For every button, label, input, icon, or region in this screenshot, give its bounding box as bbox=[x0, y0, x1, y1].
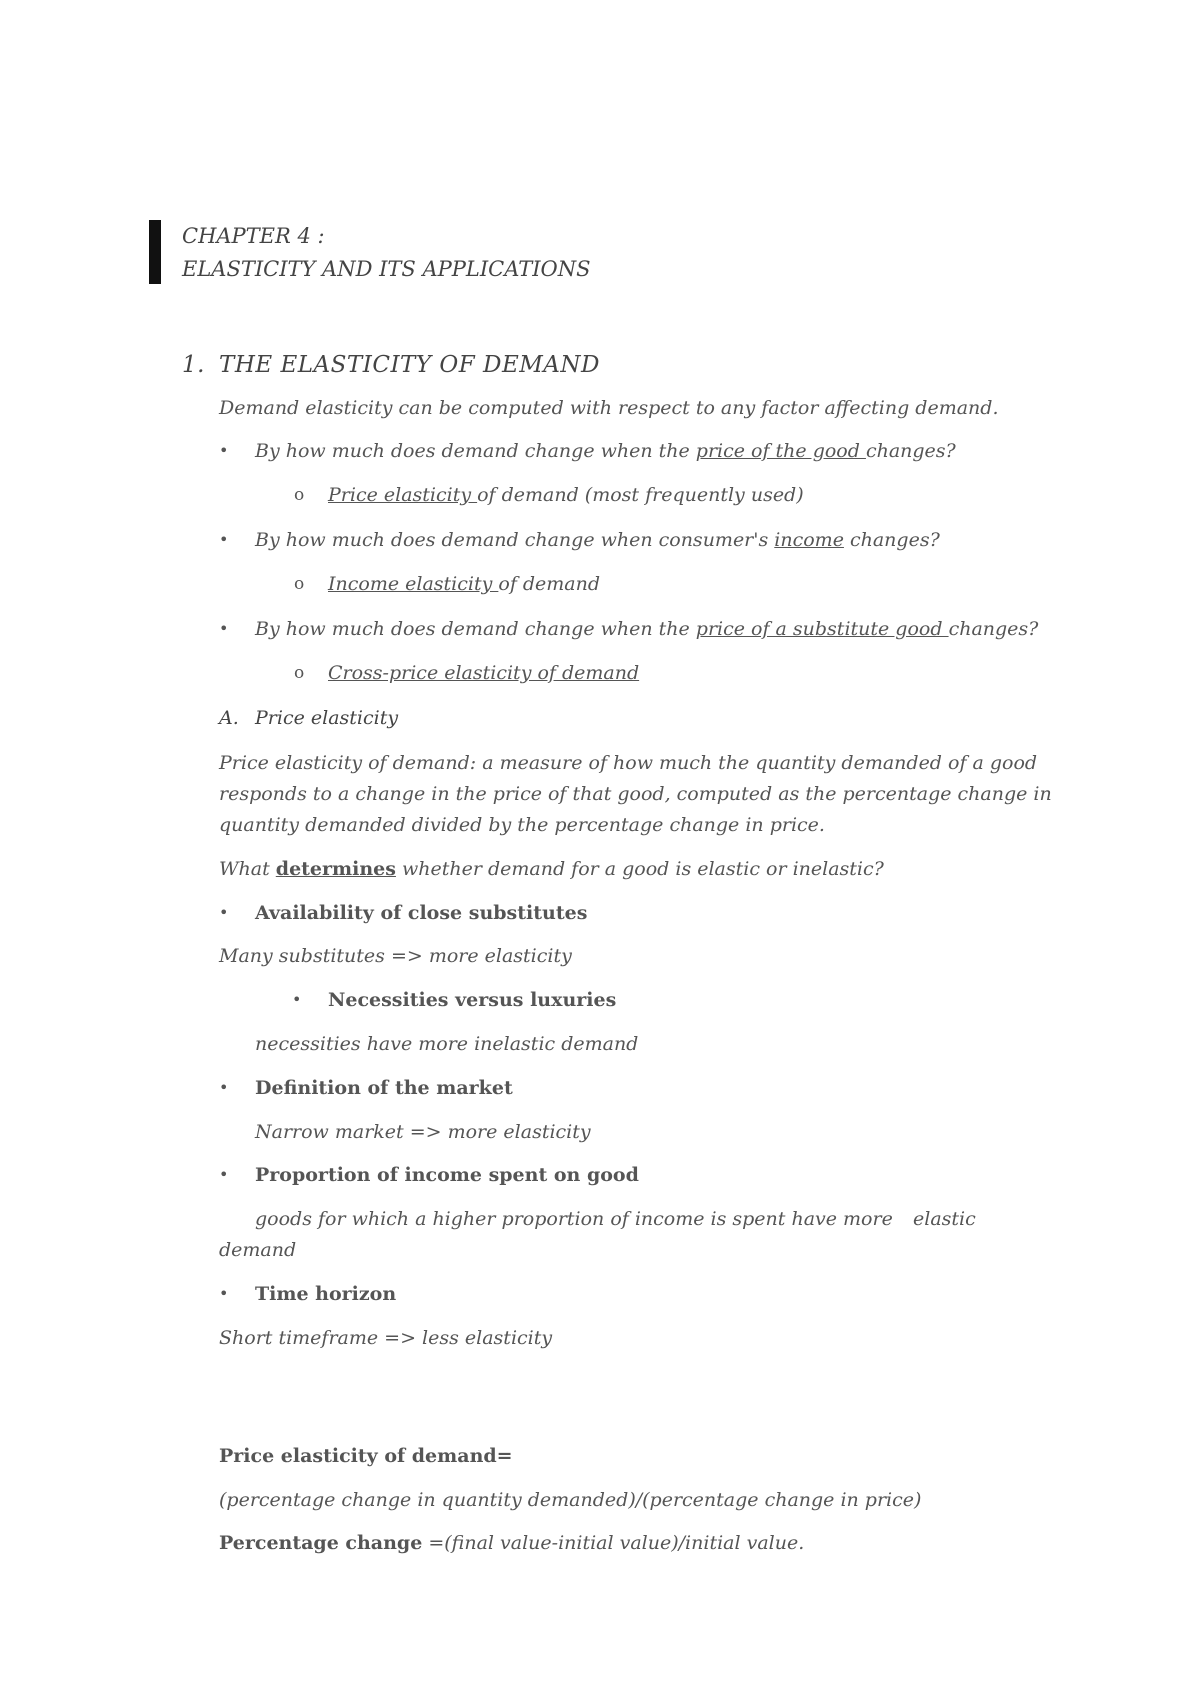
percentage-change-formula bbox=[219, 1530, 804, 1556]
bullet-icon: • bbox=[219, 441, 229, 460]
question-text: changes? bbox=[865, 440, 956, 462]
answer-keyword: Cross-price elasticity of demand bbox=[328, 662, 640, 684]
sub-bullet-icon: o bbox=[294, 574, 305, 594]
determinant-title: Time horizon bbox=[255, 1283, 397, 1305]
subsection-letter: A. bbox=[219, 707, 239, 729]
sub-bullet-icon: o bbox=[294, 485, 305, 505]
subsection-title: Price elasticity bbox=[255, 707, 399, 729]
answer-keyword: Income elasticity bbox=[328, 573, 499, 595]
bullet-icon: • bbox=[292, 990, 302, 1009]
bullet-icon: • bbox=[219, 903, 229, 922]
bullet-icon: • bbox=[219, 1284, 229, 1303]
question-keyword: income bbox=[774, 529, 844, 551]
answer-keyword: Price elasticity bbox=[328, 484, 478, 506]
bullet-icon: • bbox=[219, 1078, 229, 1097]
question-2 bbox=[255, 527, 940, 553]
question-keyword: determines bbox=[275, 858, 396, 880]
question-text: changes? bbox=[948, 618, 1039, 640]
answer-2 bbox=[328, 571, 600, 597]
determinant-note: Short timeframe => less elasticity bbox=[219, 1327, 553, 1349]
question-text: By how much does demand change when the bbox=[255, 618, 696, 640]
determinant-title: Proportion of income spent on good bbox=[255, 1164, 639, 1186]
sub-bullet-icon: o bbox=[294, 663, 305, 683]
question-text: By how much does demand change when consumer's bbox=[255, 529, 775, 551]
definition-line-2: responds to a change in the price of that good, computed as the percentage change in bbox=[219, 783, 1052, 805]
determinant-title: Availability of close substitutes bbox=[255, 902, 588, 924]
determinant-title: Necessities versus luxuries bbox=[328, 989, 617, 1011]
question-keyword: price of the good bbox=[695, 440, 866, 462]
bullet-icon: • bbox=[219, 619, 229, 638]
determinant-title: Definition of the market bbox=[255, 1077, 513, 1099]
question-text: changes? bbox=[843, 529, 940, 551]
answer-text: of demand (most frequently used) bbox=[477, 484, 804, 506]
formula-expression: (percentage change in quantity demanded)/(percentage change in price) bbox=[219, 1489, 922, 1511]
answer-text: of demand bbox=[498, 573, 601, 595]
question-text: What bbox=[219, 858, 276, 880]
determinant-note-continued: demand bbox=[219, 1239, 297, 1261]
chapter-number: CHAPTER 4 : bbox=[182, 224, 325, 248]
determinant-note: necessities have more inelastic demand bbox=[255, 1033, 639, 1055]
question-1 bbox=[255, 438, 956, 464]
bullet-icon: • bbox=[219, 530, 229, 549]
percentage-change-expression: =(final value-initial value)/initial value. bbox=[422, 1532, 805, 1554]
determinant-note-end: elastic bbox=[913, 1208, 976, 1230]
section-title: THE ELASTICITY OF DEMAND bbox=[219, 352, 600, 378]
percentage-change-label: Percentage change bbox=[219, 1532, 423, 1554]
definition-line-3: quantity demanded divided by the percentage change in price. bbox=[219, 814, 825, 836]
determinant-note: Many substitutes => more elasticity bbox=[219, 945, 572, 967]
determinant-note: goods for which a higher proportion of income is spent have more bbox=[255, 1208, 893, 1230]
answer-1 bbox=[328, 482, 804, 508]
formula-label: Price elasticity of demand= bbox=[219, 1445, 513, 1467]
determinant-note: Narrow market => more elasticity bbox=[255, 1121, 591, 1143]
bullet-icon: • bbox=[219, 1165, 229, 1184]
chapter-marker-bar bbox=[149, 220, 161, 284]
question-3 bbox=[255, 616, 1038, 642]
definition-line-1: Price elasticity of demand: a measure of how much the quantity demanded of a good bbox=[219, 752, 1038, 774]
section-number: 1. bbox=[182, 352, 205, 378]
chapter-title: ELASTICITY AND ITS APPLICATIONS bbox=[182, 257, 591, 281]
determinants-question bbox=[219, 856, 884, 882]
question-text: whether demand for a good is elastic or inelastic? bbox=[395, 858, 884, 880]
answer-3 bbox=[328, 660, 639, 686]
question-keyword: price of a substitute good bbox=[695, 618, 949, 640]
question-text: By how much does demand change when the bbox=[255, 440, 696, 462]
section-intro: Demand elasticity can be computed with respect to any factor affecting demand. bbox=[219, 397, 999, 419]
